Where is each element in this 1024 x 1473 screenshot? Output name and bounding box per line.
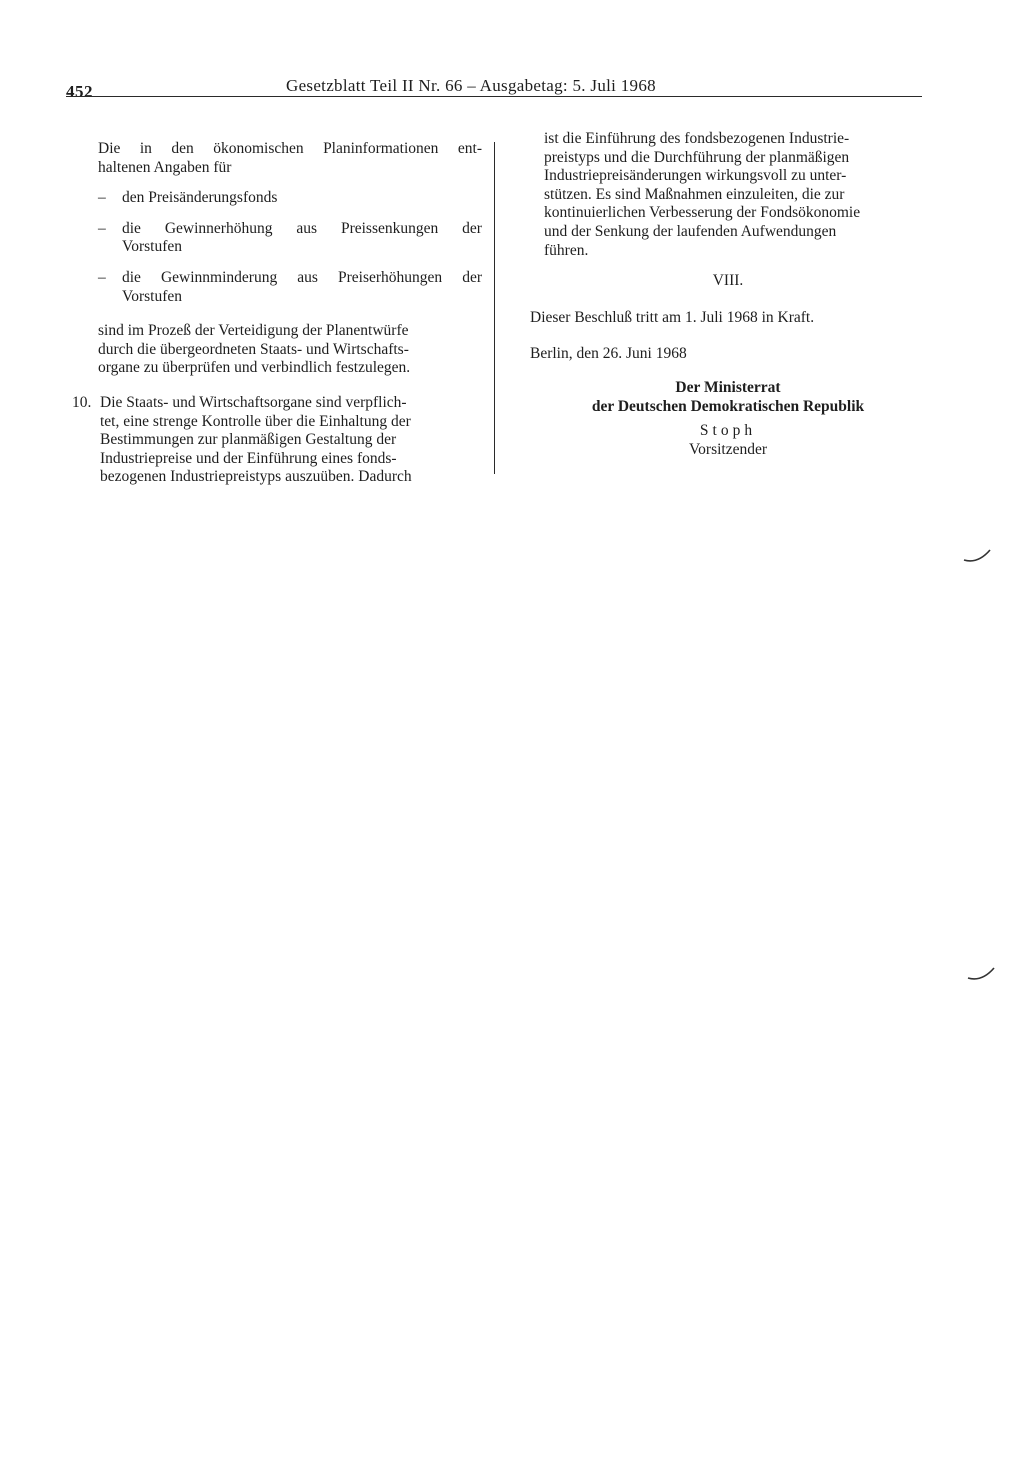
- word: ökonomischen: [213, 140, 304, 157]
- column-divider: [494, 142, 495, 474]
- scan-mark-icon: [964, 958, 1000, 986]
- word: Preissenkungen: [340, 219, 439, 237]
- text-line: Industriepreisänderungen wirkungsvoll zu unter-: [544, 167, 847, 185]
- word: der: [462, 268, 482, 286]
- text-line: preistyps und die Durchführung der planmäßigen: [544, 148, 850, 166]
- word: Planinformationen: [323, 140, 439, 157]
- dash-item-price-change-fund: [70, 189, 482, 208]
- word: ent-: [457, 140, 482, 157]
- place-date: Berlin, den 26. Juni 1968: [530, 345, 687, 363]
- text-line: haltenen Angaben für: [98, 158, 232, 176]
- word: aus: [297, 268, 318, 286]
- numbered-item-10: [70, 394, 482, 487]
- text-line: Die Staats- und Wirtschaftsorgane sind verpflich-: [100, 393, 407, 411]
- text-line: und der Senkung der laufenden Aufwendungen: [544, 222, 837, 240]
- page-number: 452: [66, 82, 93, 101]
- item-number: 10.: [72, 393, 92, 411]
- word: den: [171, 140, 194, 157]
- text-line: [98, 140, 482, 159]
- word: der: [462, 219, 482, 237]
- signature-body-line: Der Ministerrat: [675, 378, 781, 396]
- dash-item-profit-increase: [70, 220, 482, 257]
- signature-block: [530, 379, 926, 459]
- text-line: Vorstufen: [122, 287, 182, 305]
- text-line: Vorstufen: [122, 238, 182, 256]
- text-line: ist die Einführung des fondsbezogenen Industrie-: [544, 130, 850, 147]
- signatory-title: Vorsitzender: [688, 440, 768, 458]
- text-line: [122, 220, 482, 239]
- closing-paragraph: [70, 322, 482, 378]
- dash-marker: –: [98, 219, 106, 237]
- text-line: [122, 269, 482, 288]
- text-line: sind im Prozeß der Verteidigung der Planentwürfe: [98, 322, 409, 340]
- text-line: Industriepreise und der Einführung eines fonds-: [100, 449, 397, 467]
- continuation-paragraph: [530, 130, 926, 260]
- text-line: den Preisänderungsfonds: [122, 189, 278, 207]
- word: Preiserhöhungen: [337, 268, 443, 286]
- text-line: kontinuierlichen Verbesserung der Fondsökonomie: [544, 204, 861, 222]
- right-column: [530, 130, 926, 459]
- word: Gewinnminderung: [160, 268, 278, 286]
- word: Die: [98, 140, 121, 157]
- dash-item-profit-decrease: [70, 269, 482, 306]
- page-header: [0, 0, 1024, 100]
- word: aus: [296, 219, 318, 237]
- text-line: bezogenen Industriepreistyps auszuüben. Dadurch: [100, 468, 412, 486]
- text-line: stützen. Es sind Maßnahmen einzuleiten, die zur: [544, 185, 845, 203]
- text-line: führen.: [544, 241, 589, 259]
- dash-marker: –: [98, 268, 106, 286]
- section-heading: VIII.: [712, 272, 744, 290]
- text-line: tet, eine strenge Kontrolle über die Einhaltung der: [100, 412, 411, 430]
- word: in: [139, 140, 152, 157]
- text-line: organe zu überprüfen und verbindlich festzulegen.: [98, 359, 411, 377]
- word: Gewinnerhöhung: [164, 219, 273, 237]
- signatory-name: Stoph: [699, 422, 757, 440]
- signature-body-line: der Deutschen Demokratischen Republik: [591, 397, 865, 415]
- word: die: [122, 268, 141, 286]
- text-line: durch die übergeordneten Staats- und Wirtschafts-: [98, 340, 409, 358]
- dash-marker: –: [98, 189, 106, 207]
- word: die: [122, 219, 141, 237]
- scan-mark-icon: [960, 540, 996, 568]
- left-column: [70, 140, 482, 487]
- text-line: Bestimmungen zur planmäßigen Gestaltung der: [100, 431, 397, 449]
- effective-date-text: Dieser Beschluß tritt am 1. Juli 1968 in Kraft.: [530, 308, 815, 326]
- intro-paragraph: [70, 140, 482, 177]
- header-rule: [66, 96, 922, 97]
- running-title: Gesetzblatt Teil II Nr. 66 – Ausgabetag: 5. Juli 1968: [286, 76, 656, 95]
